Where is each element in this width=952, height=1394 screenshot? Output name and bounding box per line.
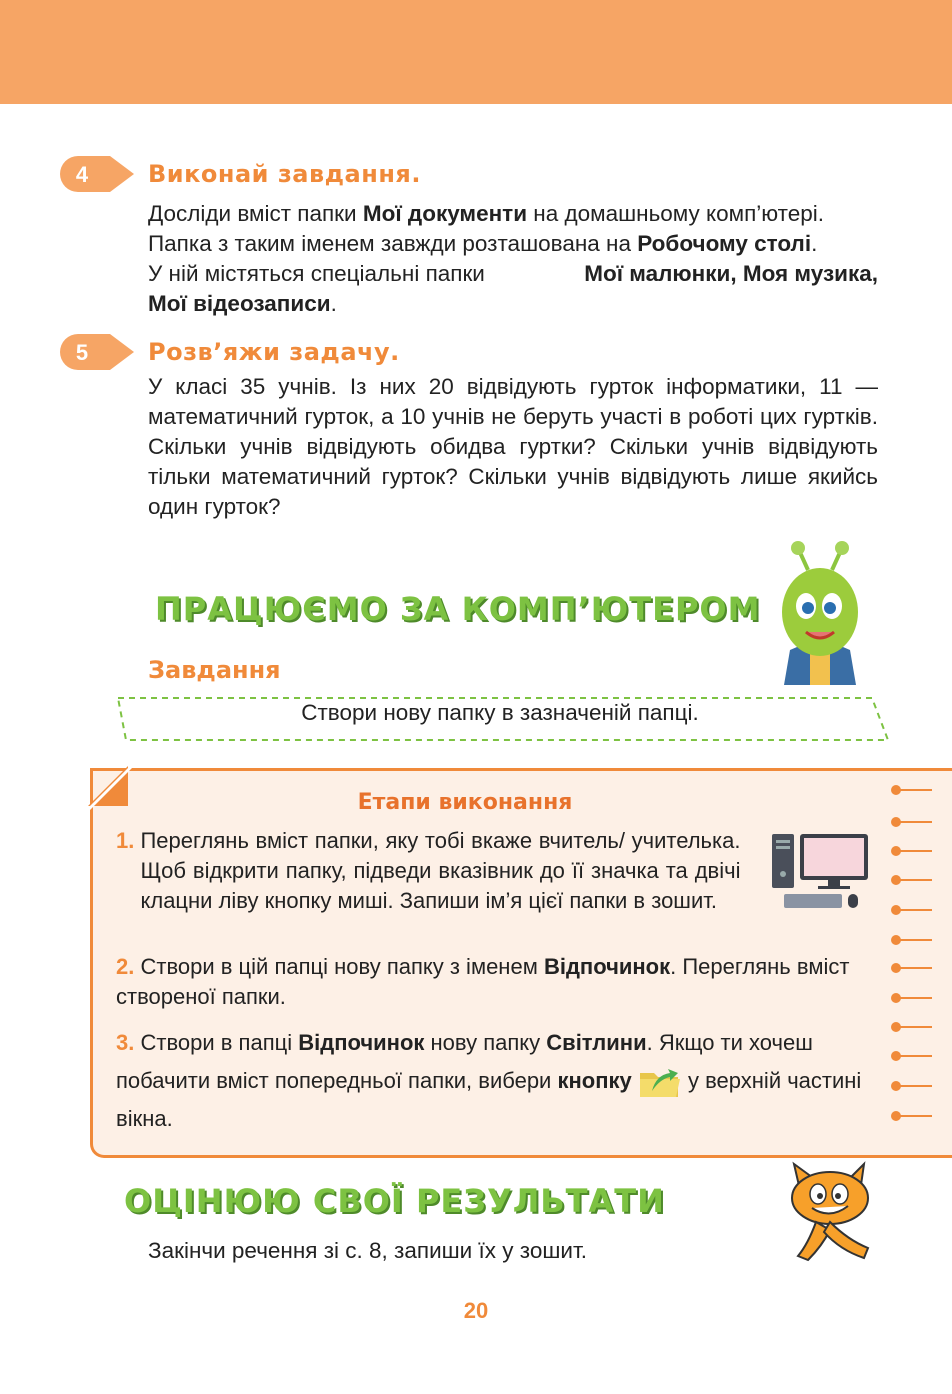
task-5-number: 5 [75, 340, 89, 365]
task-4-title: Виконай завдання. [148, 160, 421, 188]
task-4-text: Досліди вміст папки Мої документи на домашньому комп’ютері. Папка з таким іменем завжди розташована на Робочому столі. У ній містяться спеціальні папки Мої малюнки, Моя музика, Мої відеозаписи. [148, 201, 878, 316]
notebook-rings-icon [888, 780, 938, 1130]
step-3: 3. Створи в папці Відпочинок нову папку Світлини. Якщо ти хочеш побачити вміст попередньої папки, вибери кнопку у верхній частині вікна. [116, 1030, 862, 1131]
task-number-badge-icon [60, 334, 134, 370]
task-number-badge-icon [60, 156, 134, 192]
alien-mascot-icon [770, 540, 870, 685]
results-section-heading: ОЦІНЮЮ СВОЇ РЕЗУЛЬТАТИ [124, 1182, 665, 1220]
steps-title: Етапи виконання [357, 790, 573, 815]
top-color-band [0, 0, 952, 104]
task-4-number: 4 [75, 162, 89, 187]
page-number: 20 [463, 1298, 489, 1323]
task-box-text: Створи нову папку в зазначеній папці. [301, 700, 699, 725]
results-text: Закінчи речення зі с. 8, запиши їх у зошит. [148, 1238, 588, 1263]
task-5-title: Розв’яжи задачу. [148, 338, 400, 366]
step-1: 1. Переглянь вміст папки, яку тобі вкаже вчитель/ учителька. Щоб відкрити папку, підведи вказівник до її значка та двічі клацни ліву кнопку миші. Запиши ім’я цієї папки в зошит. [116, 828, 741, 913]
task-5-text: У класі 35 учнів. Із них 20 відвідують гурток інформатики, 11 — математичний гурток, а 10 учнів не беруть участі в роботі цих гуртків. Скільки учнів відвідують обидва гуртки? Скільки учнів відвідують тільки математичний гурток? Скільки учнів відвідують лише якийсь один гурток? [148, 374, 878, 519]
task-subheading: Завдання [148, 656, 281, 684]
computer-section-heading: ПРАЦЮЄМО ЗА КОМП’ЮТЕРОМ [155, 590, 761, 628]
panel-corner-fold-icon [88, 766, 134, 812]
folder-up-button-icon[interactable] [638, 1065, 682, 1099]
step-2: 2. Створи в цій папці нову папку з іменем Відпочинок. Переглянь вміст створеної папки. [116, 954, 850, 1009]
